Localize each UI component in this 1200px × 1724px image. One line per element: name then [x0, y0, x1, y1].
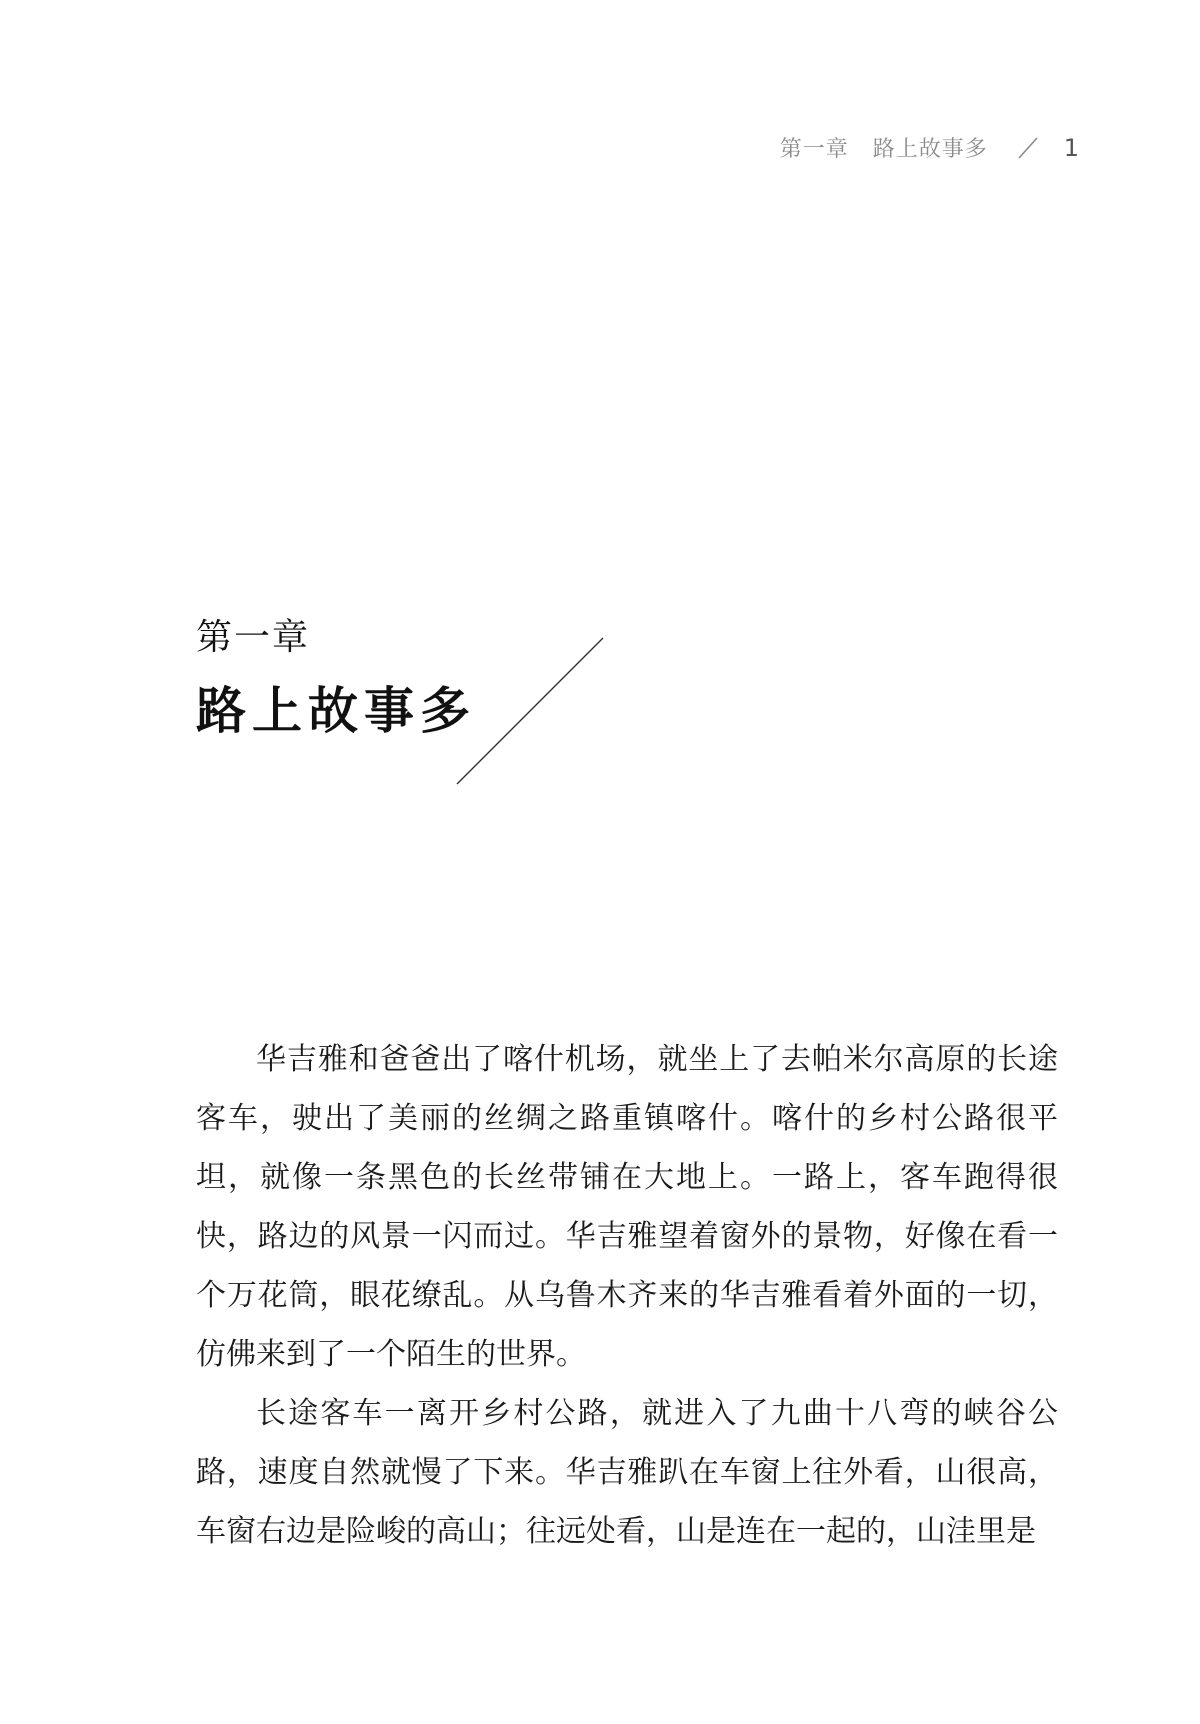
body-text: [196, 1030, 1058, 1561]
header-chapter-number: 第一章: [779, 137, 849, 162]
chapter-label: 第一章: [196, 617, 311, 658]
chapter-title: 路上故事多: [196, 681, 476, 740]
paragraph: 华吉雅和爸爸出了喀什机场，就坐上了去帕米尔高原的长途客车，驶出了美丽的丝绸之路重镇喀什。喀什的乡村公路很平坦，就像一条黑色的长丝带铺在大地上。一路上，客车跑得很快，路边的风景一闪而过。华吉雅望着窗外的景物，好像在看一个万花筒，眼花缭乱。从乌鲁木齐来的华吉雅看着外面的一切，仿佛来到了一个陌生的世界。: [196, 1042, 1058, 1372]
paragraph: 长途客车一离开乡村公路，就进入了九曲十八弯的峡谷公路，速度自然就慢了下来。华吉雅趴在车窗上往外看，山很高，车窗右边是险峻的高山；往远处看，山是连在一起的，山洼里是: [196, 1396, 1058, 1549]
slash-divider-icon: [1016, 136, 1040, 160]
chapter-heading: [196, 617, 476, 740]
decorative-diagonal-line: [455, 636, 605, 786]
page-number: 1: [1063, 133, 1080, 162]
header-chapter-name: 路上故事多: [872, 137, 988, 162]
running-header: [780, 132, 1080, 163]
